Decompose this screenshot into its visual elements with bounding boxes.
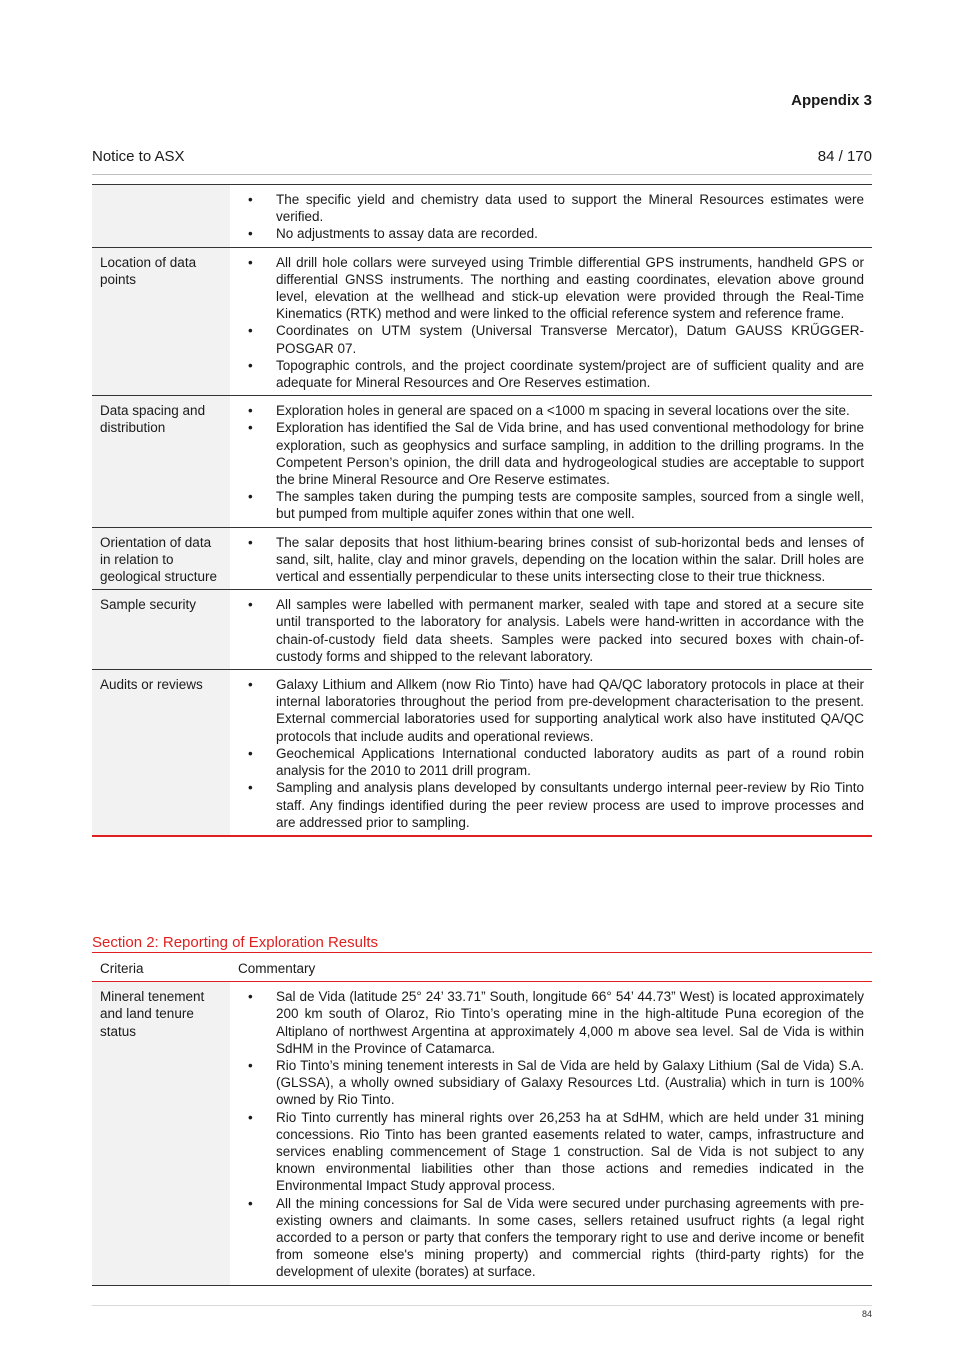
- criteria-cell: Location of data points: [92, 247, 230, 396]
- list-item: [230, 1109, 864, 1195]
- table-row: [92, 185, 872, 248]
- list-item: [230, 779, 864, 831]
- list-item: [230, 357, 864, 391]
- bullet-list: [230, 988, 864, 1280]
- bullet-text: Galaxy Lithium and Allkem (now Rio Tinto) have had QA/QC laboratory protocols in place at their internal laboratories throughout the period from pre-development characterisation to the present. External commercial laboratories used for supporting analytical work also have instituted QA/QC protocols that include audits and operational reviews.: [276, 677, 864, 744]
- bullet-text: Coordinates on UTM system (Universal Transverse Mercator), Datum GAUSS KRŰGGER-POSGAR 07.: [276, 323, 864, 356]
- bullet-icon: •: [248, 597, 253, 613]
- commentary-cell: [230, 527, 872, 590]
- bullet-icon: •: [248, 534, 253, 550]
- list-item: [230, 676, 864, 745]
- table-row: [92, 670, 872, 836]
- list-item: [230, 402, 864, 419]
- bullet-text: Exploration holes in general are spaced on a <1000 m spacing in several locations over the site.: [276, 403, 850, 419]
- list-item: [230, 988, 864, 1057]
- footer-divider: [92, 1305, 872, 1306]
- page-count: 84 / 170: [817, 148, 872, 165]
- document-title: Notice to ASX: [92, 148, 185, 165]
- bullet-icon: •: [248, 745, 253, 761]
- commentary-cell: [230, 982, 872, 1285]
- bullet-text: The specific yield and chemistry data used to support the Mineral Resources estimates were verified.: [276, 192, 864, 225]
- column-header-criteria: Criteria: [92, 956, 230, 982]
- commentary-cell: [230, 670, 872, 836]
- column-header-commentary: Commentary: [230, 956, 872, 982]
- list-item: [230, 1057, 864, 1109]
- list-item: [230, 596, 864, 665]
- bullet-icon: •: [248, 677, 253, 693]
- bullet-icon: •: [248, 192, 253, 207]
- commentary-cell: [230, 185, 872, 248]
- bullet-list: [230, 254, 864, 392]
- bullet-text: All samples were labelled with permanent marker, sealed with tape and stored at a secure site until transported to the laboratory for analysis. Labels were hand-written in accordance with the chain-of-custody field data sheets. Samples were packed into secured boxes with chain-of- custody forms and shipped to the relevant laboratory.: [276, 597, 864, 664]
- table-row: [92, 590, 872, 670]
- criteria-cell: [92, 185, 230, 248]
- bullet-text: All the mining concessions for Sal de Vida were secured under purchasing agreements with pre-existing owners and claimants. In some cases, sellers retained usufruct rights (a legal right accorded to a person or party that confers the temporary right to use and derive income or benefit from someone else's mining property) and commercial rights (third-party rights) for the development of ulexite (borates) at surface.: [276, 1195, 864, 1280]
- commentary-cell: [230, 396, 872, 527]
- list-item: [230, 419, 864, 488]
- bullet-icon: •: [248, 420, 253, 436]
- table-header-row: [92, 956, 872, 982]
- bullet-icon: •: [248, 489, 253, 505]
- page-header: [92, 148, 872, 175]
- bullet-icon: •: [248, 780, 253, 796]
- bullet-icon: •: [248, 403, 253, 419]
- list-item: [230, 745, 864, 779]
- bullet-icon: •: [248, 989, 253, 1005]
- page-number: 84: [861, 1309, 872, 1319]
- criteria-cell: Data spacing and distribution: [92, 396, 230, 527]
- section-2-title: Section 2: Reporting of Exploration Results: [92, 934, 872, 953]
- bullet-text: Rio Tinto currently has mineral rights over 26,253 ha at SdHM, which are held under 31 mining concessions. Rio Tinto has been granted easements related to water, camps, infrastructure and services enabling commencement of Stage 1 construction. Sal de Vida is not subject to any known environmental liabilities other than those actions and remedies indicated in the Environmental Impact Study approval process.: [276, 1109, 864, 1194]
- bullet-text: Sal de Vida (latitude 25° 24’ 33.71” South, longitude 66° 54’ 44.73” West) is located approximately 200 km south of Olaroz, Rio Tinto’s operating mine in the high-altitude Puna ecoregion of the Altiplano of northwest Argentina at approximately 4,000 m above sea level. Sal de Vida is within SdHM in the Province of Catamarca.: [276, 989, 864, 1056]
- bullet-icon: •: [248, 1195, 253, 1211]
- bullet-text: The salar deposits that host lithium-bearing brines consist of sub-horizontal beds and lenses of sand, silt, halite, clay and minor gravels, depending on the location within the salar. Drill holes are vertical and essentially perpendicular to these units intersecting close to their true thickness.: [276, 534, 864, 585]
- commentary-cell: [230, 247, 872, 396]
- table-row: [92, 982, 872, 1285]
- bullet-icon: •: [248, 1109, 253, 1125]
- criteria-cell: Mineral tenement and land tenure status: [92, 982, 230, 1285]
- table-row: [92, 247, 872, 396]
- bullet-list: [230, 534, 864, 586]
- bullet-text: No adjustments to assay data are recorded.: [276, 226, 538, 242]
- bullet-text: The samples taken during the pumping tests are composite samples, sourced from a single well, but pumped from multiple aquifer zones within that one well.: [276, 489, 864, 522]
- criteria-cell: Orientation of data in relation to geological structure: [92, 527, 230, 590]
- bullet-text: Sampling and analysis plans developed by consultants undergo internal peer-review by Rio Tinto staff. Any findings identified during the peer review process are used to improve processes and are addressed prior to sampling.: [276, 780, 864, 830]
- bullet-list: [230, 596, 864, 665]
- bullet-icon: •: [248, 226, 253, 242]
- bullet-text: Topographic controls, and the project coordinate system/project are of sufficient quality and are adequate for Mineral Resources and Ore Reserves estimation.: [276, 357, 864, 391]
- bullet-text: All drill hole collars were surveyed using Trimble differential GPS instruments, handheld GPS or differential GNSS instruments. The northing and easting coordinates, elevation above ground level, elevation at the wellhead and stick-up elevation were provided through the Real-Time Kinematics (RTK) method and were linked to the official reference system and reference frame.: [276, 254, 864, 322]
- criteria-cell: Audits or reviews: [92, 670, 230, 836]
- list-item: [230, 1195, 864, 1281]
- criteria-cell: Sample security: [92, 590, 230, 670]
- list-item: [230, 254, 864, 323]
- list-item: [230, 225, 864, 242]
- commentary-cell: [230, 590, 872, 670]
- bullet-list: [230, 191, 864, 243]
- bullet-text: Exploration has identified the Sal de Vida brine, and has used conventional methodology for brine exploration, such as geophysics and surface sampling, in addition to the drilling programs. In the Competent Person’s opinion, the drill data and hydrogeological studies are acceptable to support the brine Mineral Resource and Ore Reserve estimates.: [276, 420, 864, 488]
- list-item: [230, 488, 864, 522]
- list-item: [230, 191, 864, 225]
- bullet-text: Geochemical Applications International conducted laboratory audits as part of a round robin analysis for the 2010 to 2011 drill program.: [276, 745, 864, 779]
- list-item: [230, 322, 864, 356]
- criteria-table-section-2: [92, 956, 872, 1286]
- bullet-icon: •: [248, 1058, 253, 1074]
- bullet-list: [230, 402, 864, 522]
- appendix-label: Appendix 3: [791, 92, 872, 109]
- bullet-icon: •: [248, 254, 253, 270]
- bullet-icon: •: [248, 357, 253, 373]
- bullet-text: Rio Tinto’s mining tenement interests in Sal de Vida are held by Galaxy Lithium (Sal de Vida) S.A. (GLSSA), a wholly owned subsidiary of Galaxy Resources Ltd. (Australia) which in turn is 100% owned by Rio Tinto.: [276, 1058, 864, 1108]
- bullet-list: [230, 676, 864, 831]
- table-row: [92, 527, 872, 590]
- list-item: [230, 534, 864, 586]
- criteria-table-section-1: [92, 184, 872, 837]
- table-row: [92, 396, 872, 527]
- bullet-icon: •: [248, 323, 253, 339]
